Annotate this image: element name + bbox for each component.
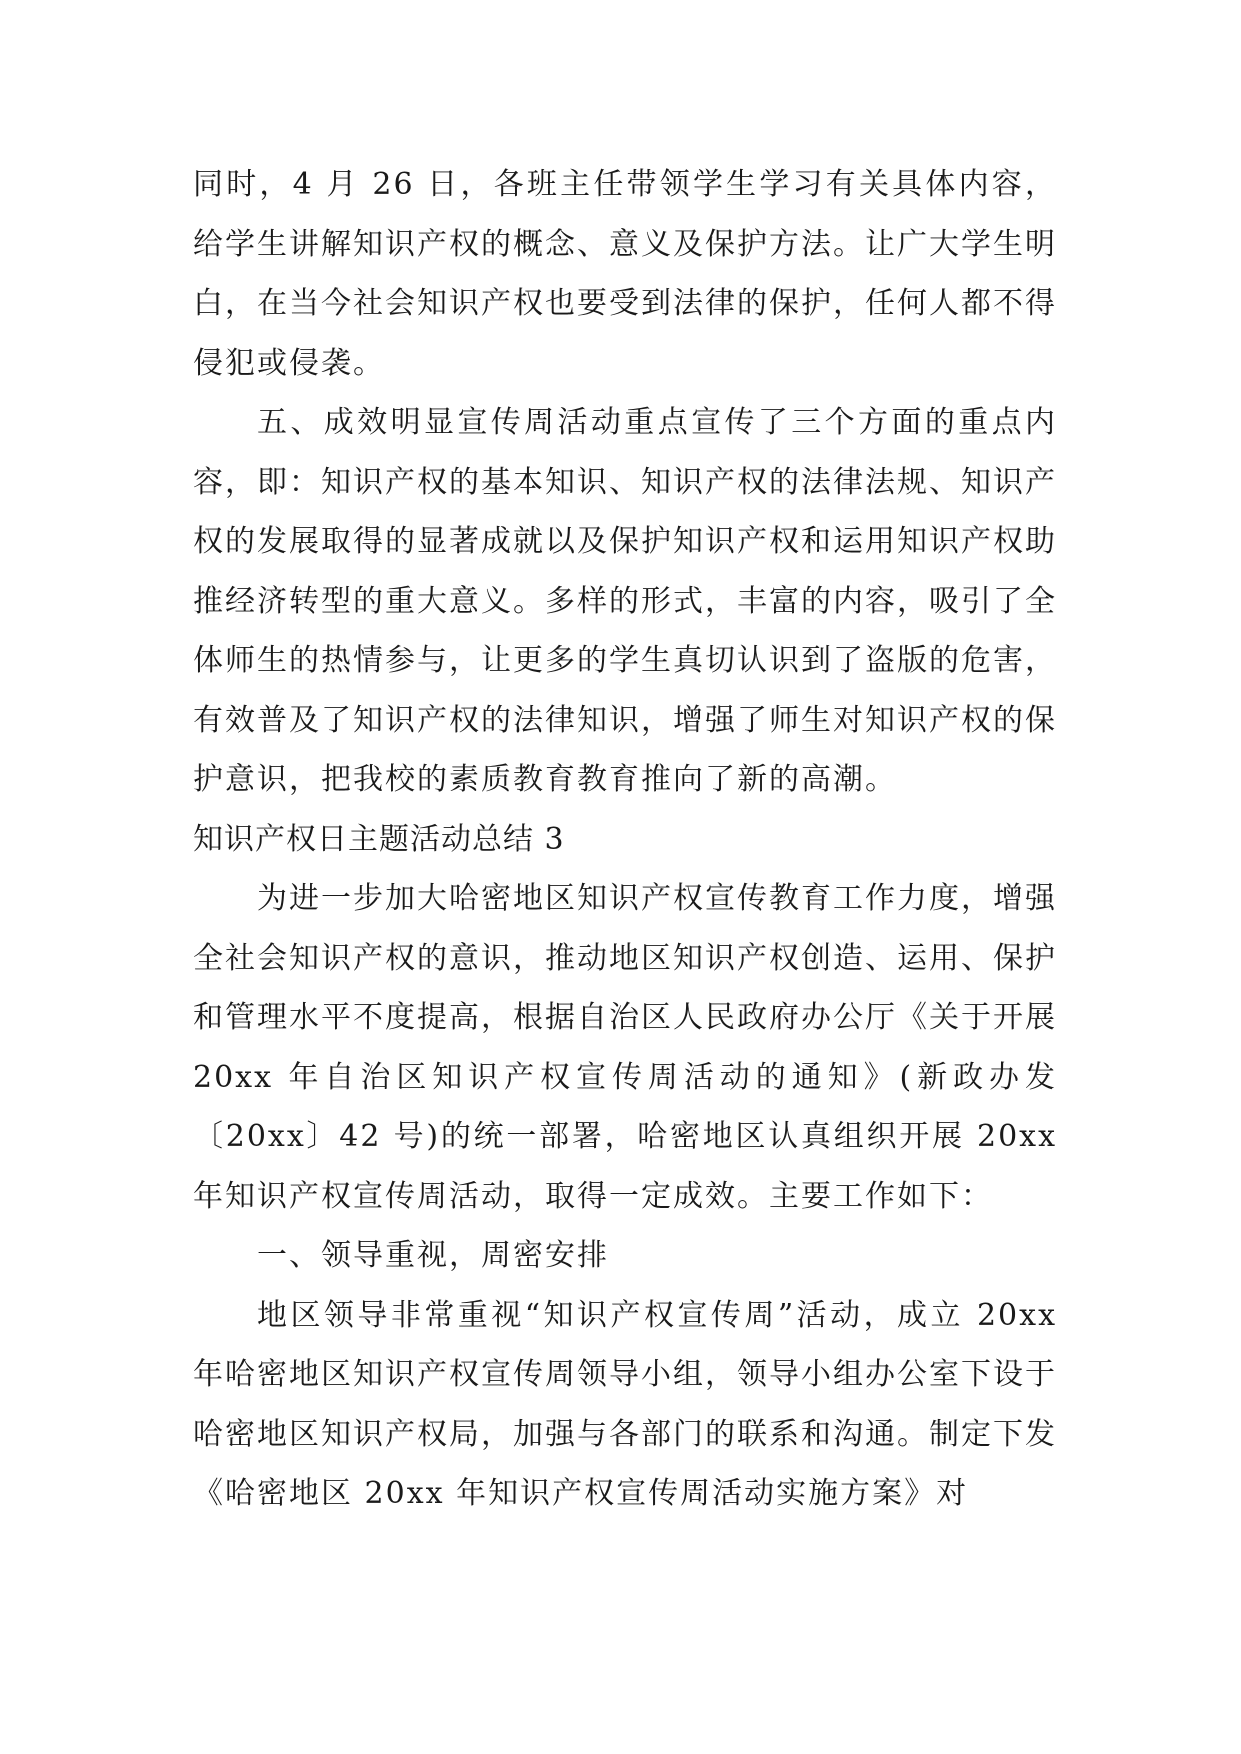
paragraph-4: 一、领导重视，周密安排 xyxy=(257,1238,609,1273)
document-body xyxy=(193,155,1057,1524)
paragraph-3: 为进一步加大哈密地区知识产权宣传教育工作力度，增强全社会知识产权的意识，推动地区知识产权创造、运用、保护和管理水平不度提高，根据自治区人民政府办公厅《关于开展 20xx 年自治区知识产权宣传周活动的通知》(新政办发〔20xx〕42 号)的统一部署，哈密地区认真组织开展 20xx 年知识产权宣传周活动，取得一定成效。主要工作如下： xyxy=(193,881,1057,1214)
paragraph-2: 五、成效明显宣传周活动重点宣传了三个方面的重点内容，即：知识产权的基本知识、知识产权的法律法规、知识产权的发展取得的显著成就以及保护知识产权和运用知识产权助推经济转型的重大意义。多样的形式，丰富的内容，吸引了全体师生的热情参与，让更多的学生真切认识到了盗版的危害，有效普及了知识产权的法律知识，增强了师生对知识产权的保护意识，把我校的素质教育教育推向了新的高潮。 xyxy=(193,405,1057,797)
section-heading: 知识产权日主题活动总结 3 xyxy=(193,821,565,857)
paragraph-5: 地区领导非常重视“知识产权宣传周”活动，成立 20xx 年哈密地区知识产权宣传周领导小组，领导小组办公室下设于哈密地区知识产权局，加强与各部门的联系和沟通。制定下发《哈密地区 20xx 年知识产权宣传周活动实施方案》对 xyxy=(193,1297,1057,1511)
paragraph-1: 同时，4 月 26 日，各班主任带领学生学习有关具体内容，给学生讲解知识产权的概念、意义及保护方法。让广大学生明白，在当今社会知识产权也要受到法律的保护，任何人都不得侵犯或侵袭。 xyxy=(193,167,1057,381)
